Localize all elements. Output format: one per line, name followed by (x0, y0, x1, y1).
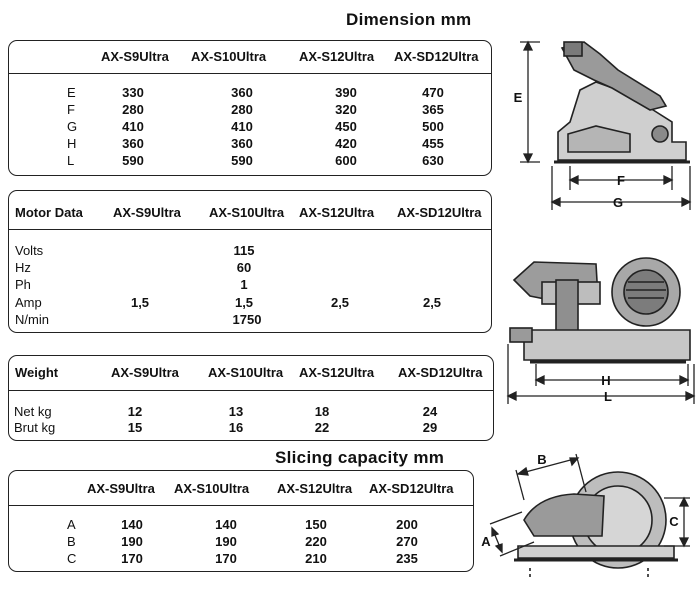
dimension-cell: 410 (231, 119, 253, 134)
slicing-col-1: AX-S9Ultra (87, 481, 155, 496)
dimension-e-line (520, 42, 540, 162)
weight-cell: 12 (127, 404, 143, 419)
dimension-h-label: H (601, 373, 611, 388)
motor-col-1: AX-S9Ultra (113, 205, 181, 220)
dimension-b-label: B (537, 452, 547, 467)
motor-cell: 2,5 (422, 295, 442, 310)
side-view-diagram (500, 30, 698, 215)
weight-cell: 16 (228, 420, 244, 435)
weight-cell: 18 (314, 404, 330, 419)
weight-cell: 13 (228, 404, 244, 419)
dimension-cell: 330 (122, 85, 144, 100)
motor-cell: 2,5 (330, 295, 350, 310)
dimension-row-label: F (67, 102, 75, 117)
motor-header: Motor Data (15, 205, 83, 220)
dimension-cell: 360 (231, 136, 253, 151)
motor-row-label: Amp (15, 295, 42, 310)
motor-cell: 1 (240, 277, 248, 292)
slicing-cell: 150 (305, 517, 327, 532)
slicing-cell: 220 (305, 534, 327, 549)
dimension-h-line (536, 364, 688, 386)
dimension-b-line (516, 454, 586, 500)
dimension-g-label: G (612, 195, 624, 210)
motor-col-4: AX-SD12Ultra (397, 205, 482, 220)
weight-table (8, 355, 494, 441)
weight-col-4: AX-SD12Ultra (398, 365, 483, 380)
dimension-cell: 365 (422, 102, 444, 117)
motor-cell: 60 (236, 260, 252, 275)
slicing-cell: 210 (305, 551, 327, 566)
dimension-cell: 590 (122, 153, 144, 168)
weight-cell: 22 (314, 420, 330, 435)
dimension-f-label: F (617, 173, 625, 188)
weight-row-label: Brut kg (14, 420, 56, 435)
dimension-row-label: L (67, 153, 75, 168)
motor-cell: 1,5 (130, 295, 150, 310)
weight-cell: 15 (127, 420, 143, 435)
dimension-row-label: E (67, 85, 76, 100)
slicing-col-2: AX-S10Ultra (174, 481, 250, 496)
dimension-cell: 455 (422, 136, 444, 151)
dimension-e-label: E (513, 90, 523, 105)
dimension-row-label: H (67, 136, 77, 151)
slicer-front-illustration (510, 258, 690, 362)
slicing-cell: 170 (121, 551, 143, 566)
dimension-cell: 360 (122, 136, 144, 151)
dimension-col-4: AX-SD12Ultra (394, 49, 479, 64)
slicing-cell: 140 (121, 517, 143, 532)
dimension-cell: 630 (422, 153, 444, 168)
motor-cell: 1,5 (234, 295, 254, 310)
dimension-row-label: G (67, 119, 78, 134)
motor-table (8, 190, 492, 333)
slicing-cell: 140 (215, 517, 237, 532)
dimension-a-label: A (481, 534, 491, 549)
motor-col-2: AX-S10Ultra (209, 205, 285, 220)
dimension-col-1: AX-S9Ultra (101, 49, 169, 64)
dimension-cell: 280 (231, 102, 253, 117)
slicing-col-4: AX-SD12Ultra (369, 481, 454, 496)
dimension-cell: 390 (335, 85, 357, 100)
dimension-cell: 500 (422, 119, 444, 134)
motor-row-label: N/min (15, 312, 49, 327)
motor-row-label: Volts (15, 243, 44, 258)
weight-cell: 24 (422, 404, 438, 419)
weight-header: Weight (15, 365, 59, 380)
dimension-cell: 320 (335, 102, 357, 117)
slicing-table (8, 470, 474, 572)
dimension-cell: 470 (422, 85, 444, 100)
slicing-row-label: A (67, 517, 76, 532)
dimension-cell: 600 (335, 153, 357, 168)
slicer-capacity-illustration (514, 472, 678, 580)
slicing-title: Slicing capacity mm (275, 448, 445, 467)
capacity-diagram (478, 440, 698, 590)
motor-cell: 115 (233, 243, 255, 258)
motor-col-3: AX-S12Ultra (299, 205, 375, 220)
motor-row-label: Ph (15, 277, 31, 292)
dimension-table (8, 40, 492, 176)
weight-row-label: Net kg (14, 404, 52, 419)
dimension-cell: 450 (335, 119, 357, 134)
front-view-diagram (500, 250, 698, 410)
slicing-cell: 170 (215, 551, 237, 566)
dimension-c-label: C (669, 514, 679, 529)
dimension-col-2: AX-S10Ultra (191, 49, 267, 64)
slicing-cell: 270 (396, 534, 418, 549)
motor-row-label: Hz (15, 260, 31, 275)
slicing-row-label: C (67, 551, 77, 566)
weight-cell: 29 (422, 420, 438, 435)
slicing-cell: 235 (396, 551, 418, 566)
weight-col-3: AX-S12Ultra (299, 365, 375, 380)
slicing-cell: 190 (215, 534, 237, 549)
motor-cell: 1750 (232, 312, 262, 327)
dimension-cell: 360 (231, 85, 253, 100)
dimension-col-3: AX-S12Ultra (299, 49, 375, 64)
dimension-cell: 280 (122, 102, 144, 117)
weight-col-1: AX-S9Ultra (111, 365, 179, 380)
weight-col-2: AX-S10Ultra (208, 365, 284, 380)
dimension-l-label: L (604, 389, 612, 404)
slicer-side-illustration (554, 42, 690, 162)
dimension-cell: 590 (231, 153, 253, 168)
dimension-title: Dimension mm (346, 10, 472, 29)
slicing-row-label: B (67, 534, 76, 549)
slicing-col-3: AX-S12Ultra (277, 481, 353, 496)
dimension-cell: 420 (335, 136, 357, 151)
slicing-cell: 200 (396, 517, 418, 532)
dimension-cell: 410 (122, 119, 144, 134)
slicing-cell: 190 (121, 534, 143, 549)
